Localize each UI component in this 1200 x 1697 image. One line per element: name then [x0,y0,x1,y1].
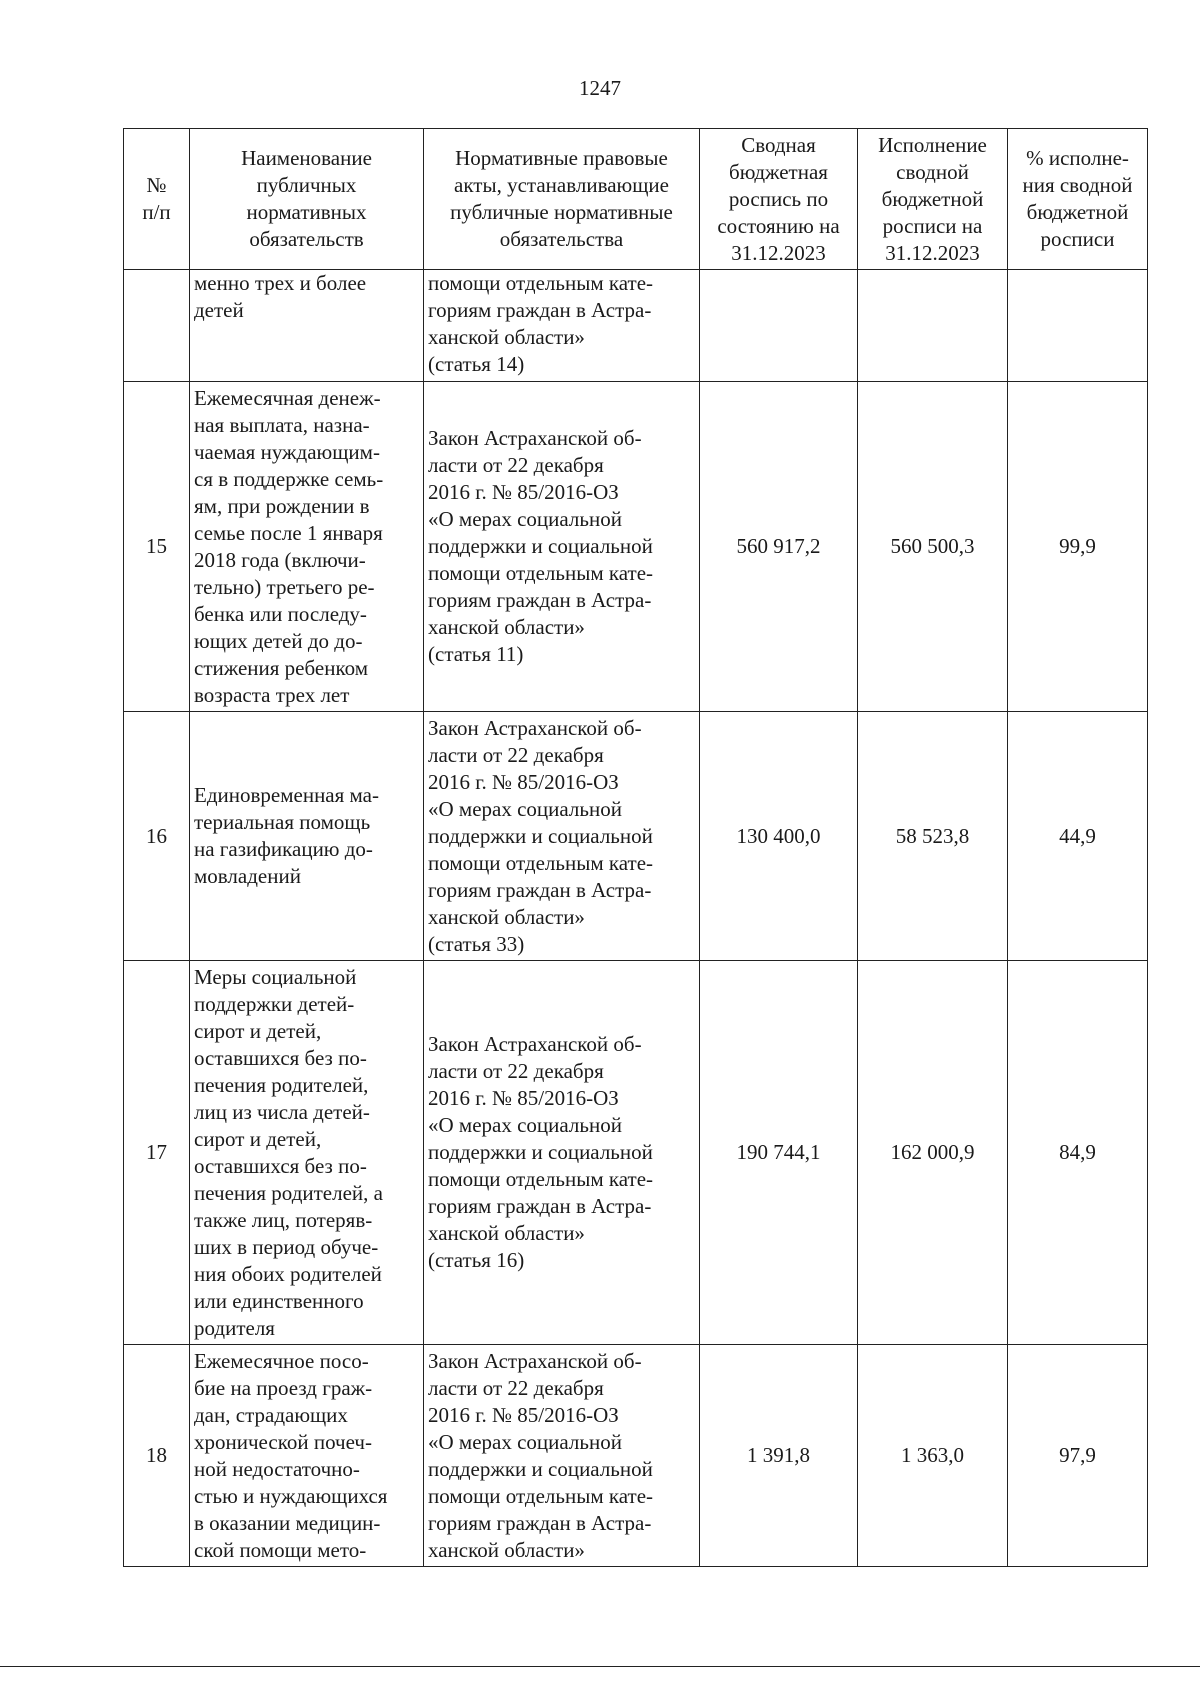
legal-acts: помощи отдельным кате- гориям граждан в Астра- ханской области» (статья 14) [424,270,700,382]
exec-value [858,270,1008,382]
table-row [124,270,1148,382]
row-num: 17 [124,961,190,1345]
legal-acts: Закон Астраханской об- ласти от 22 декабря 2016 г. № 85/2016-ОЗ «О мерах социальной поддержки и социальной помощи отдельным кате- гориям граждан в Астра- ханской области» (статья 11) [424,382,700,712]
exec-value: 162 000,9 [858,961,1008,1345]
legal-acts: Закон Астраханской об- ласти от 22 декабря 2016 г. № 85/2016-ОЗ «О мерах социальной поддержки и социальной помощи отдельным кате- гориям граждан в Астра- ханской области» [424,1345,700,1567]
row-num: 16 [124,712,190,961]
page-number: 1247 [579,76,621,100]
pct-value [1008,270,1148,382]
exec-value: 1 363,0 [858,1345,1008,1567]
obligation-name: Ежемесячная денеж- ная выплата, назна- чаемая нуждающим- ся в поддержке семь- ям, при рождении в семье после 1 января 2018 года (включи- тельно) третьего ре- бенка или последу- ющих детей до до- стижения ребенком возраста трех лет [190,382,424,712]
header-acts: Нормативные правовые акты, устанавливающие публичные нормативные обязательства [424,129,700,270]
header-num: № п/п [124,129,190,270]
table-row [124,961,1148,1345]
header-plan: Сводная бюджетная роспись по состоянию на 31.12.2023 [700,129,858,270]
plan-value: 560 917,2 [700,382,858,712]
row-num [124,270,190,382]
plan-value: 190 744,1 [700,961,858,1345]
exec-value: 58 523,8 [858,712,1008,961]
obligation-name: Ежемесячное посо- бие на проезд граж- дан, страдающих хронической почеч- ной недостаточно- стью и нуждающихся в оказании медицин- ской помощи мето- [190,1345,424,1567]
table-header-row [124,129,1148,270]
header-pct: % исполне- ния сводной бюджетной росписи [1008,129,1148,270]
bottom-rule [0,1666,1200,1667]
table-row [124,712,1148,961]
legal-acts: Закон Астраханской об- ласти от 22 декабря 2016 г. № 85/2016-ОЗ «О мерах социальной поддержки и социальной помощи отдельным кате- гориям граждан в Астра- ханской области» (статья 33) [424,712,700,961]
exec-value: 560 500,3 [858,382,1008,712]
row-num: 15 [124,382,190,712]
legal-acts: Закон Астраханской об- ласти от 22 декабря 2016 г. № 85/2016-ОЗ «О мерах социальной поддержки и социальной помощи отдельным кате- гориям граждан в Астра- ханской области» (статья 16) [424,961,700,1345]
header-name: Наименование публичных нормативных обязательств [190,129,424,270]
plan-value: 130 400,0 [700,712,858,961]
pct-value: 97,9 [1008,1345,1148,1567]
obligation-name: Меры социальной поддержки детей- сирот и детей, оставшихся без по- печения родителей, лиц из числа детей- сирот и детей, оставшихся без по- печения родителей, а также лиц, потеряв- ших в период обуче- ния обоих родителей или единственного родителя [190,961,424,1345]
pct-value: 44,9 [1008,712,1148,961]
plan-value: 1 391,8 [700,1345,858,1567]
table-row [124,382,1148,712]
table-row [124,1345,1148,1567]
obligation-name: менно трех и более детей [190,270,424,382]
budget-obligations-table [123,128,1148,1567]
row-num: 18 [124,1345,190,1567]
obligation-name: Единовременная ма- териальная помощь на газификацию до- мовладений [190,712,424,961]
plan-value [700,270,858,382]
pct-value: 99,9 [1008,382,1148,712]
pct-value: 84,9 [1008,961,1148,1345]
header-exec: Исполнение сводной бюджетной росписи на 31.12.2023 [858,129,1008,270]
